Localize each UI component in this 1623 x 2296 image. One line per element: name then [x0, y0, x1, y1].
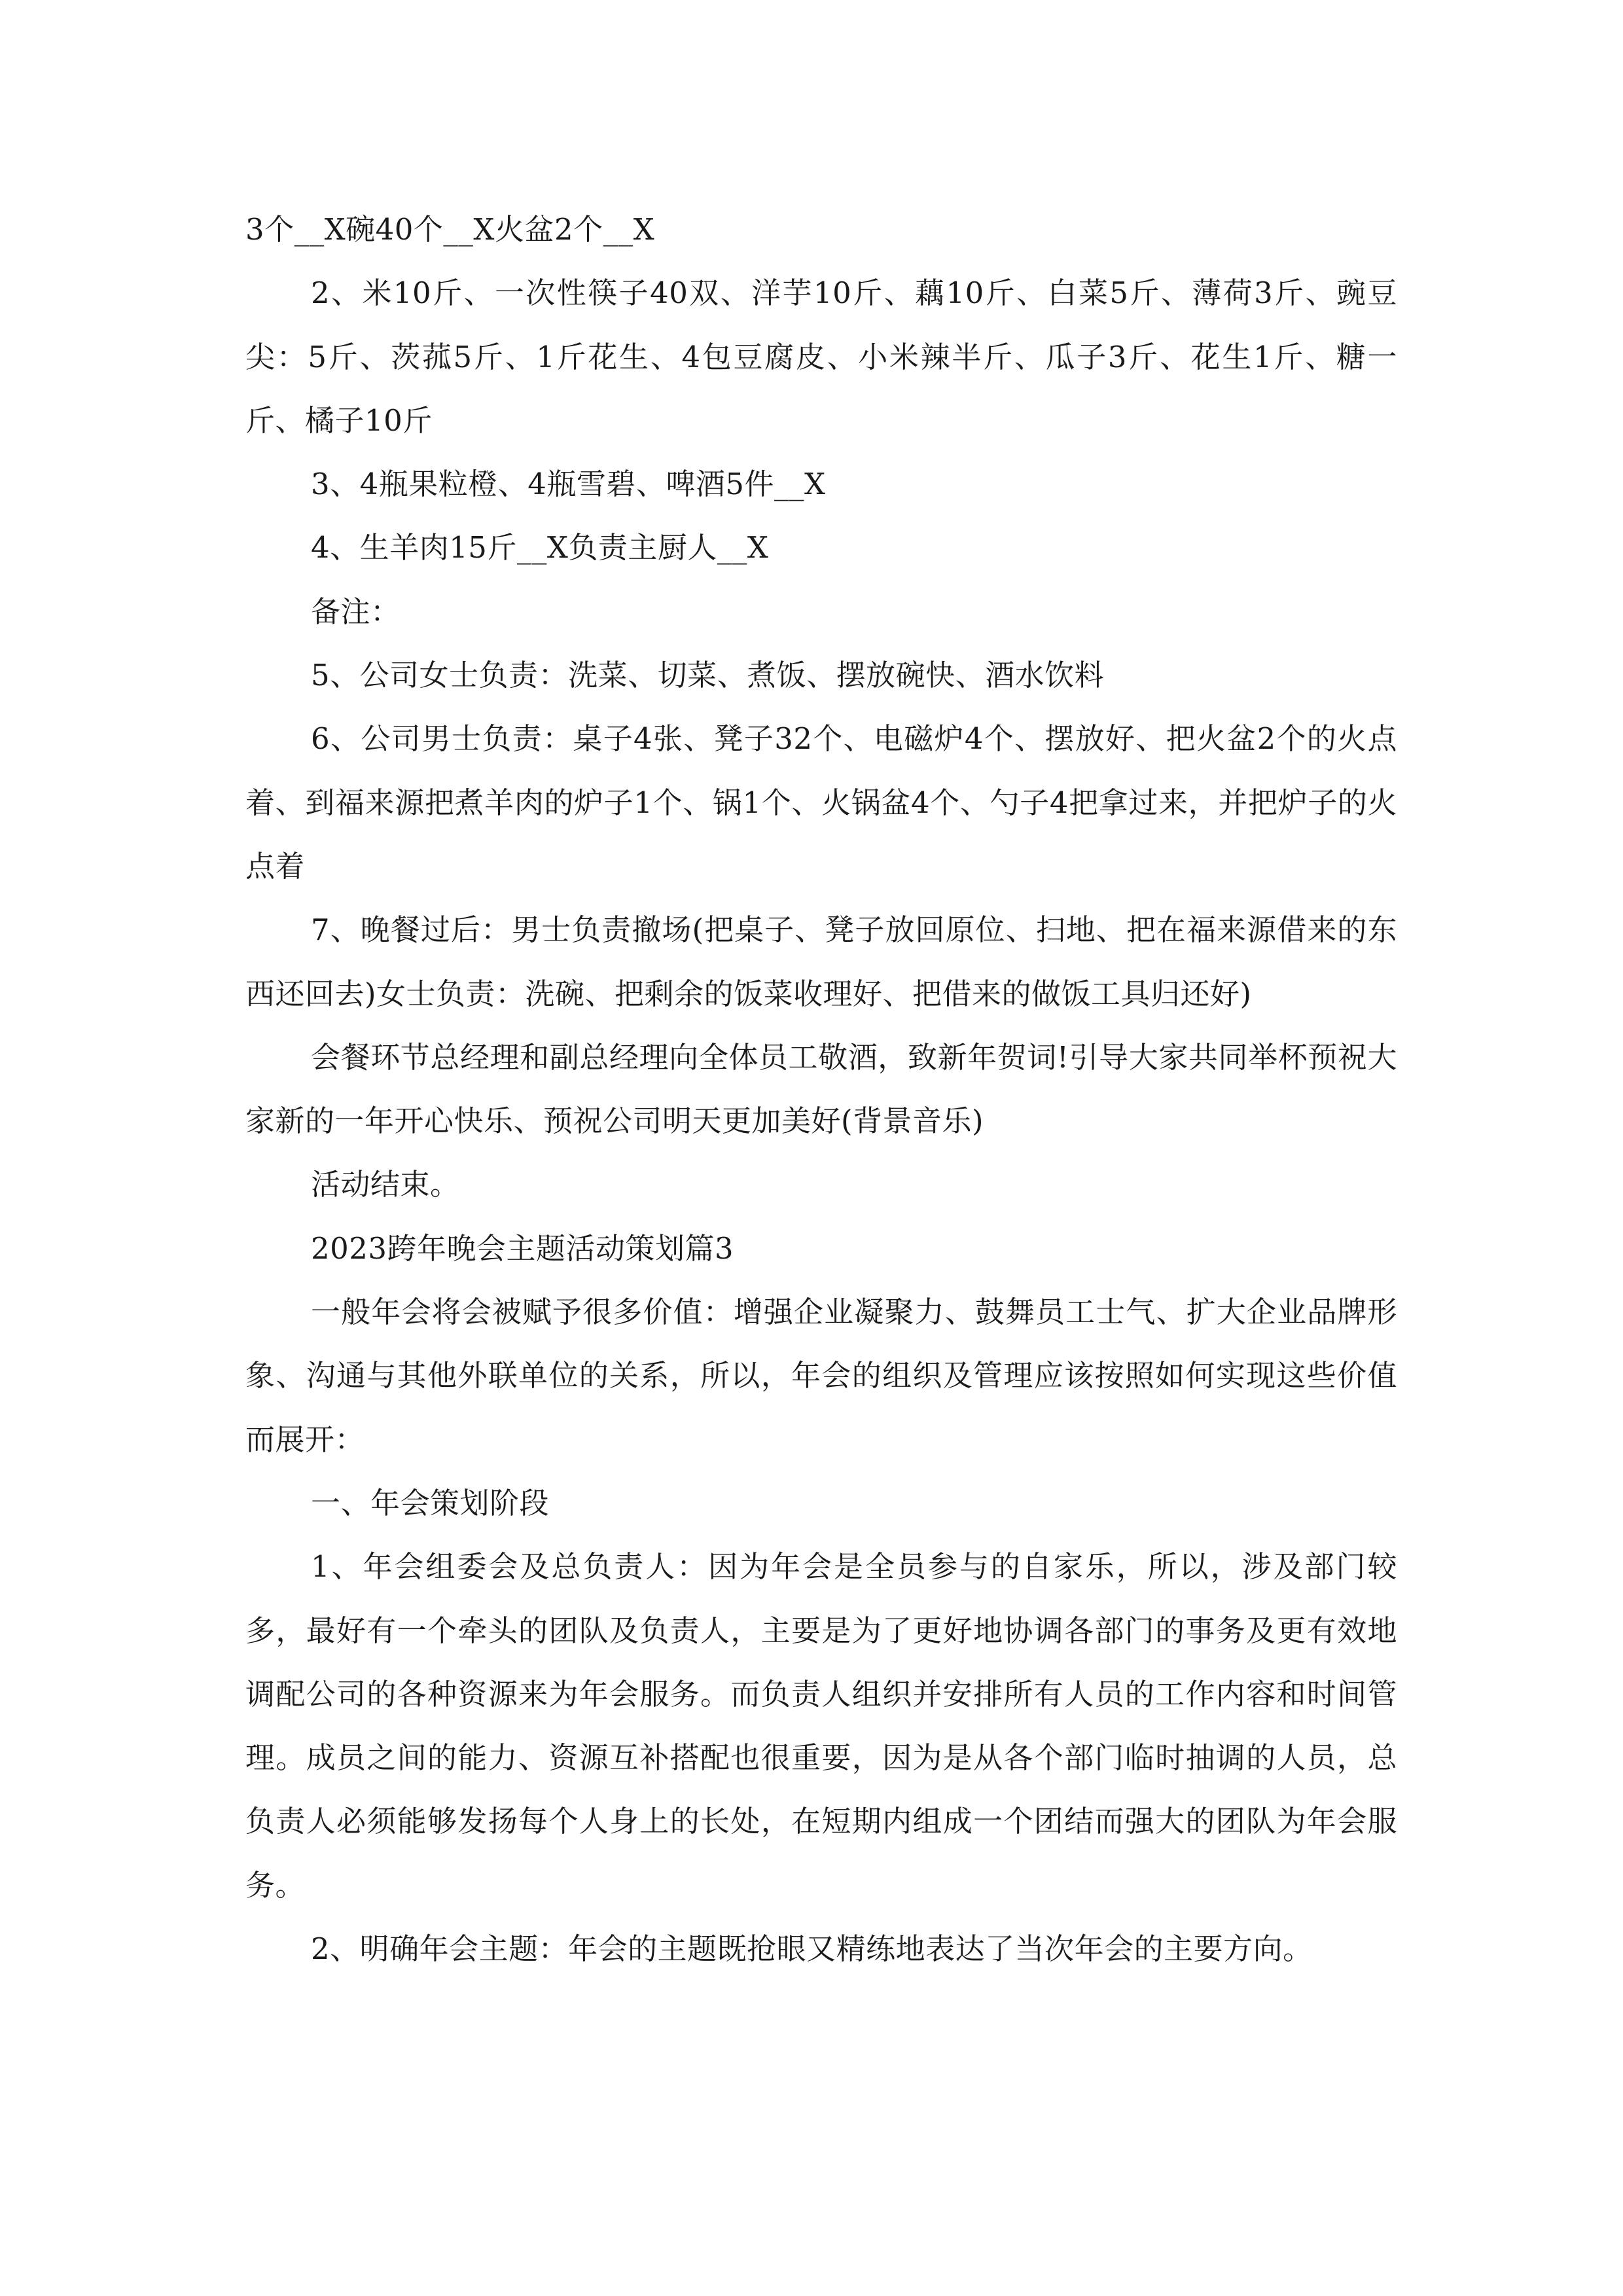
- paragraph-item-5: 5、公司女士负责：洗菜、切菜、煮饭、摆放碗快、酒水饮料: [311, 658, 1105, 693]
- paragraph-item-7: 7、晚餐过后：男士负责撤场(把桌子、凳子放回原位、扫地、把在福来源借来的东西还回去)女士负责：洗碗、把剩余的饭菜收理好、把借来的做饭工具归还好): [245, 912, 1397, 1011]
- paragraph-item-2: 2、米10斤、一次性筷子40双、洋芋10斤、藕10斤、白菜5斤、薄荷3斤、豌豆尖：5斤、茨菰5斤、1斤花生、4包豆腐皮、小米辣半斤、瓜子3斤、花生1斤、糖一斤、橘子10斤: [245, 276, 1397, 438]
- paragraph-item-4: 4、生羊肉15斤__X负责主厨人__X: [311, 530, 769, 565]
- paragraph-event-end: 活动结束。: [311, 1167, 460, 1202]
- subsection-heading: 一、年会策划阶段: [311, 1485, 550, 1520]
- paragraph-theme: 2、明确年会主题：年会的主题既抢眼又精练地表达了当次年会的主要方向。: [311, 1931, 1313, 1967]
- paragraph-item-3: 3、4瓶果粒橙、4瓶雪碧、啤酒5件__X: [311, 467, 826, 502]
- paragraph-intro: 一般年会将会被赋予很多价值：增强企业凝聚力、鼓舞员工士气、扩大企业品牌形象、沟通与其他外联单位的关系，所以，年会的组织及管理应该按照如何实现这些价值而展开：: [245, 1295, 1397, 1457]
- paragraph-continued-list: 3个__X碗40个__X火盆2个__X: [245, 212, 655, 247]
- section-title: 2023跨年晚会主题活动策划篇3: [311, 1230, 734, 1266]
- paragraph-item-6: 6、公司男士负责：桌子4张、凳子32个、电磁炉4个、摆放好、把火盆2个的火点着、到福来源把煮羊肉的炉子1个、锅1个、火锅盆4个、勺子4把拿过来，并把炉子的火点着: [245, 721, 1397, 884]
- document-body: [245, 198, 1397, 1981]
- paragraph-committee: 1、年会组委会及总负责人：因为年会是全员参与的自家乐，所以，涉及部门较多，最好有一个牵头的团队及负责人，主要是为了更好地协调各部门的事务及更有效地调配公司的各种资源来为年会服务。而负责人组织并安排所有人员的工作内容和时间管理。成员之间的能力、资源互补搭配也很重要，因为是从各个部门临时抽调的人员，总负责人必须能够发扬每个人身上的长处，在短期内组成一个团结而强大的团队为年会服务。: [245, 1549, 1397, 1903]
- paragraph-remarks-heading: 备注：: [311, 594, 401, 629]
- paragraph-toast: 会餐环节总经理和副总经理向全体员工敬酒，致新年贺词!引导大家共同举杯预祝大家新的一年开心快乐、预祝公司明天更加美好(背景音乐): [245, 1039, 1397, 1139]
